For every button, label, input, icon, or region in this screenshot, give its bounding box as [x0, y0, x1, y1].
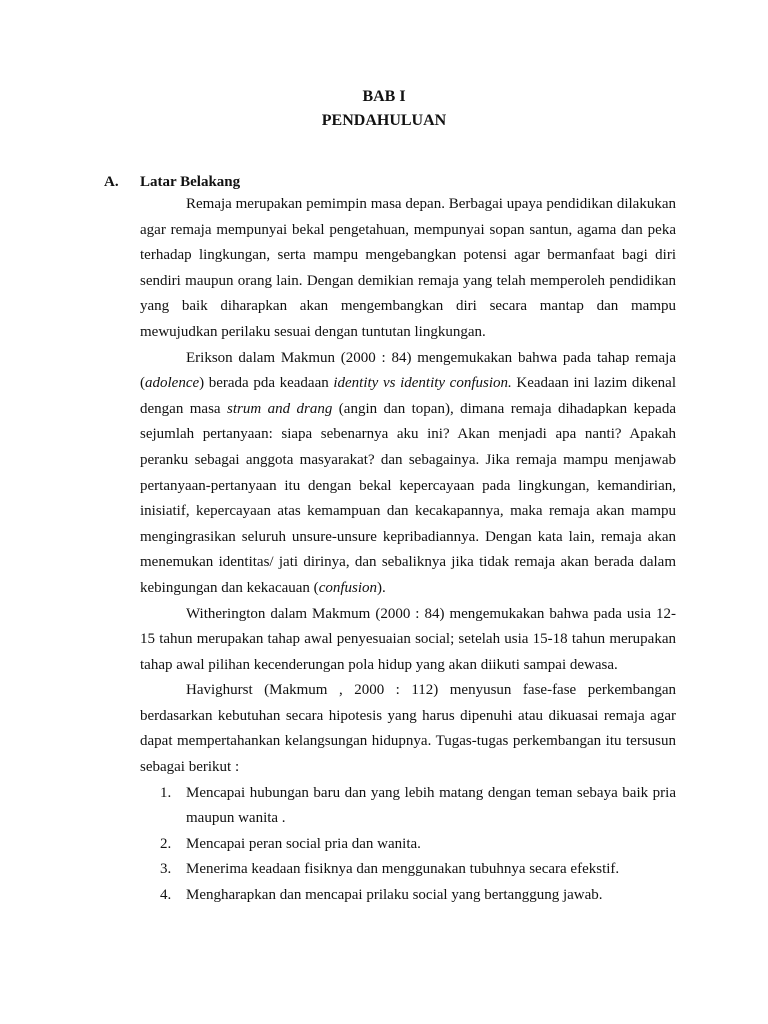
section-letter: A. [104, 174, 119, 190]
task-list [140, 781, 676, 909]
list-number: 2. [160, 835, 172, 852]
section-heading [104, 172, 240, 192]
italic-term: confusion [318, 579, 378, 596]
list-number: 1. [160, 784, 172, 801]
body-text [140, 192, 676, 909]
italic-term: adolence [145, 375, 200, 392]
list-text: Mengharapkan dan mencapai prilaku social yang bertanggung jawab. [186, 887, 603, 904]
list-item [140, 857, 676, 883]
italic-term: strum and drang [227, 400, 333, 417]
list-text: Mencapai peran social pria dan wanita. [186, 835, 421, 852]
paragraph-2-text: (angin dan topan), dimana remaja dihadapkan kepada sejumlah pertanyaan: siapa sebenarnya aku ini? Akan menjadi apa nanti? Apakah peranku sebagai anggota masyarakat? dan sebagainya. Jika remaja mampu menjawab pertanyaan-pertanyaan itu dengan bekal kepercayaan pada lingkungan, kemandirian, inisiatif, kepercayaan atas kemampuan dan kecakapannya, maka remaja akan mampu mengingrasikan seluruh unsure-unsure kepribadiannya. Dengan kata lain, remaja akan menemukan identitas/ jati dirinya, dan sebaliknya jika tidak remaja akan berada dalam kebingungan dan kekacauan ( [140, 400, 676, 596]
list-number: 4. [160, 887, 172, 904]
paragraph-2-text: ). [377, 579, 386, 596]
list-number: 3. [160, 861, 172, 878]
paragraph-1: Remaja merupakan pemimpin masa depan. Berbagai upaya pendidikan dilakukan agar remaja mempunyai bekal pengetahuan, mempunyai sopan santun, agama dan peka terhadap lingkungan, serta mampu mengebangkan potensi agar bermanfaat bagi diri sendiri maupun orang lain. Dengan demikian remaja yang telah memperoleh pendidikan yang baik diharapkan akan mengembangkan diri secara mantap dan mampu mewujudkan perilaku sesuai dengan tuntutan lingkungan. [140, 196, 676, 340]
chapter-number: BAB I [362, 88, 406, 105]
list-text: Menerima keadaan fisiknya dan menggunakan tubuhnya secara efekstif. [186, 861, 620, 878]
list-item [140, 883, 676, 909]
paragraph-2-text: Keadaan ini lazim dikenal dengan masa [140, 375, 676, 417]
italic-term: identity vs identity confusion. [333, 375, 512, 392]
section-title: Latar Belakang [140, 174, 241, 190]
paragraph-4: Havighurst (Makmum , 2000 : 112) menyusun fase-fase perkembangan berdasarkan kebutuhan secara hipotesis yang harus dipenuhi atau dikuasai remaja agar dapat mempertahankan kelangsungan hidupnya. Tugas-tugas perkembangan itu tersusun sebagai berikut : [140, 682, 676, 776]
list-item [140, 832, 676, 858]
paragraph-2-text: ) berada pda keadaan [199, 375, 334, 392]
paragraph-2-text: Erikson dalam Makmun (2000 : 84) mengemukakan bahwa pada tahap remaja ( [140, 349, 676, 392]
list-text: Mencapai hubungan baru dan yang lebih matang dengan teman sebaya baik pria maupun wanita . [186, 784, 676, 827]
paragraph-3: Witherington dalam Makmum (2000 : 84) mengemukakan bahwa pada usia 12-15 tahun merupakan tahap awal penyesuaian social; setelah usia 15-18 tahun merupakan tahap awal pilihan kecenderungan pola hidup yang akan diikuti sampai dewasa. [140, 605, 676, 673]
chapter-title: PENDAHULUAN [321, 112, 447, 129]
list-item [140, 781, 676, 832]
paragraph-2 [140, 346, 676, 602]
